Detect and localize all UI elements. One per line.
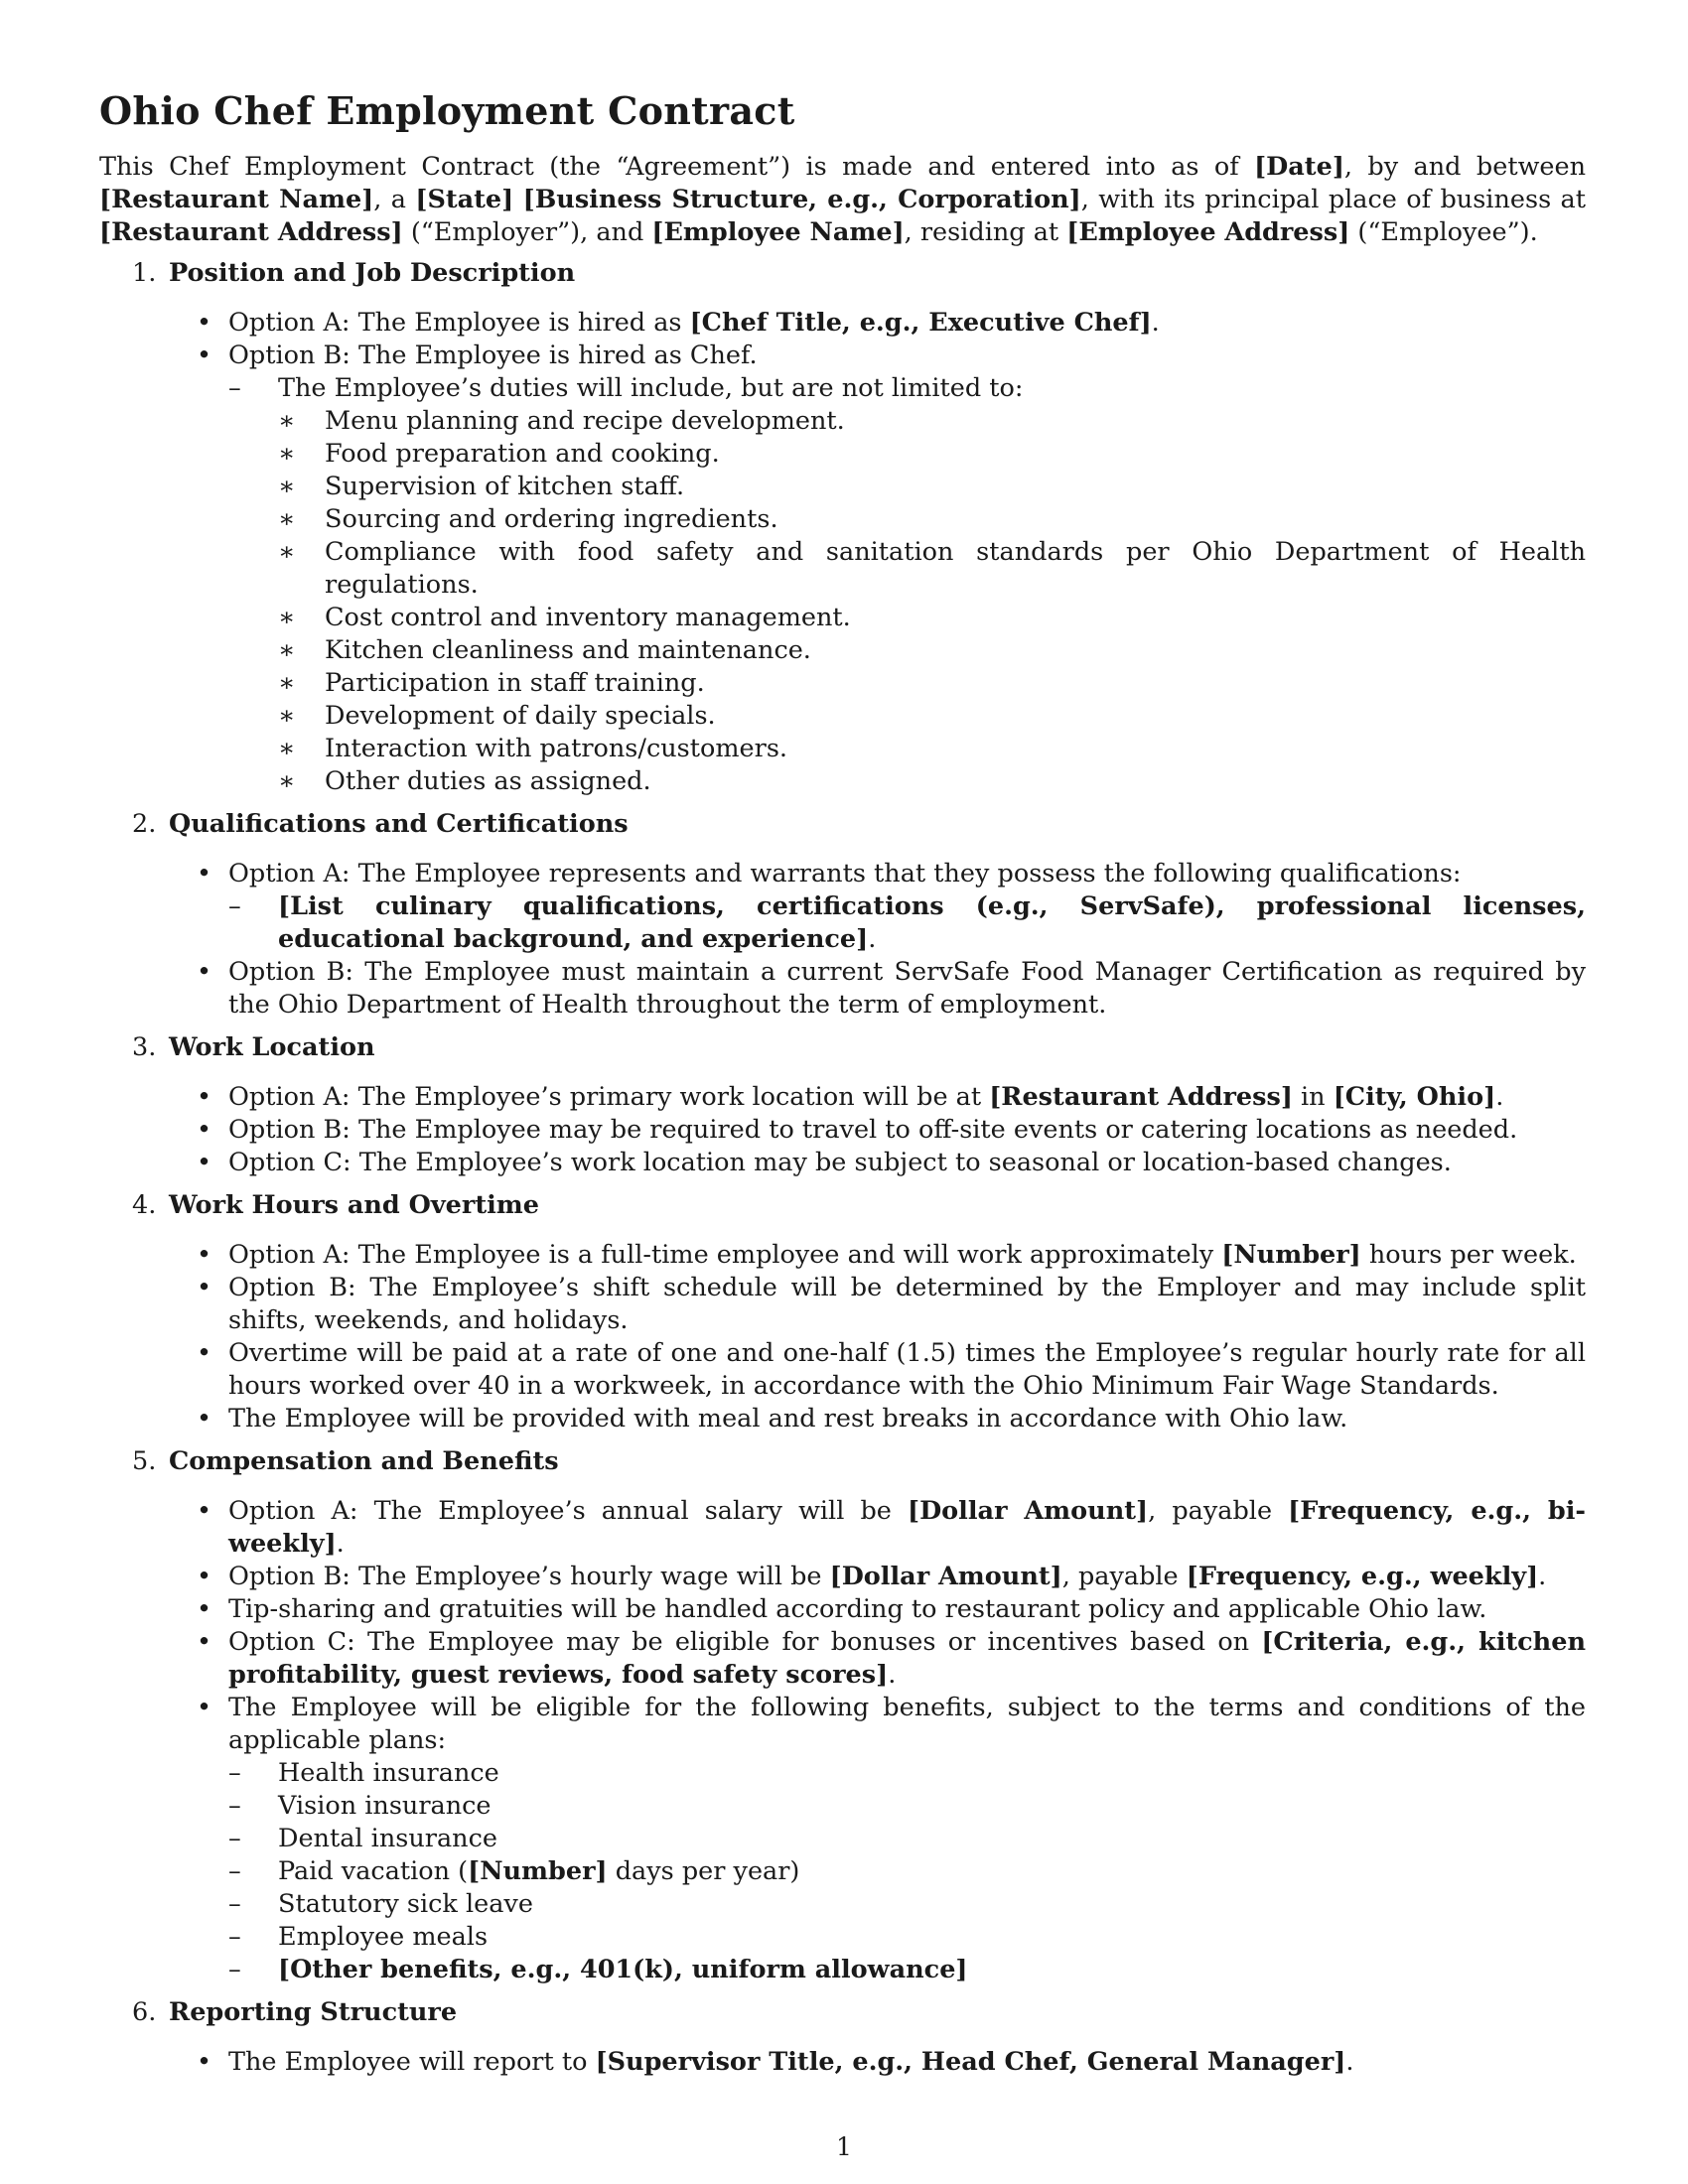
section-title: Work Hours and Overtime (169, 1190, 539, 1220)
list-item (99, 1692, 1586, 1986)
placeholder-field: [Employee Name] (651, 217, 905, 247)
bullet-marker: • (197, 1496, 212, 1526)
sub-list-item (228, 890, 1586, 956)
sub-list-item (228, 1757, 1586, 1790)
duty-list-item (278, 471, 1586, 503)
bullet-marker: – (228, 1758, 241, 1788)
text-run: days per year) (607, 1856, 800, 1886)
sub-list-item-text (278, 1791, 492, 1821)
text-run: hours per week. (1360, 1240, 1577, 1270)
section-number: 4. (132, 1190, 157, 1220)
bullet-marker: • (197, 1115, 212, 1145)
section-title: Position and Job Description (169, 258, 576, 288)
text-run: Option B: The Employee is hired as Chef. (228, 341, 758, 370)
text-run: . (336, 1529, 345, 1559)
placeholder-field: [Frequency, e.g., weekly] (1186, 1562, 1539, 1591)
bullet-marker: • (197, 1082, 212, 1112)
placeholder-field: [City, Ohio] (1333, 1082, 1496, 1112)
placeholder-field: [Criteria, e.g., kitchen profitability, guest reviews, food safety scores] (228, 1627, 1586, 1690)
list-item (99, 1561, 1586, 1593)
bullet-marker: • (197, 1562, 212, 1591)
bullet-marker: – (228, 891, 241, 921)
list-item (99, 1626, 1586, 1692)
text-run: Employee meals (278, 1922, 489, 1952)
text-run: The Employee will report to (228, 2047, 596, 2077)
list-item (99, 1147, 1586, 1179)
bullet-marker: • (197, 1693, 212, 1722)
bullet-marker: ∗ (278, 635, 296, 665)
text-run: Option A: The Employee represents and warrants that they possess the following qualifications: (228, 859, 1462, 888)
text-run: . (888, 1660, 897, 1690)
text-run (513, 185, 522, 214)
section-heading (99, 257, 1586, 290)
bullet-marker: – (228, 373, 241, 403)
list-item-text (228, 1627, 1586, 1690)
section-title: Work Location (169, 1032, 375, 1062)
contract-section (99, 808, 1586, 1022)
text-run: Option A: The Employee is a full-time employee and will work approximately (228, 1240, 1222, 1270)
duty-text: Food preparation and cooking. (325, 439, 720, 469)
sub-list-item (228, 1921, 1586, 1954)
section-number: 5. (132, 1446, 157, 1476)
list-item-text (228, 1273, 1586, 1335)
text-run: Paid vacation ( (278, 1856, 469, 1886)
bullet-marker: ∗ (278, 472, 296, 501)
text-run: . (1151, 308, 1160, 338)
placeholder-field: [Number] (1221, 1240, 1361, 1270)
sub-list-item-text (278, 1824, 497, 1853)
placeholder-field: [State] (415, 185, 514, 214)
sub-list-item-text (278, 1955, 968, 1984)
contract-sections (99, 257, 1586, 2079)
placeholder-field: [Chef Title, e.g., Executive Chef] (689, 308, 1152, 338)
list-item (99, 1495, 1586, 1561)
duty-list-item (278, 667, 1586, 700)
list-item (99, 1081, 1586, 1114)
list-item-text (228, 1496, 1586, 1559)
text-run: Option C: The Employee’s work location may be subject to seasonal or location-based changes. (228, 1148, 1452, 1177)
contract-section (99, 1996, 1586, 2079)
sub-list-item-text (278, 1856, 799, 1886)
text-run: Health insurance (278, 1758, 499, 1788)
duty-text: Interaction with patrons/customers. (325, 734, 788, 763)
contract-section (99, 1031, 1586, 1179)
bullet-marker: – (228, 1922, 241, 1952)
bullet-marker: – (228, 1955, 241, 1984)
text-run: Overtime will be paid at a rate of one and one-half (1.5) times the Employee’s regular hourly rate for all hours worked over 40 in a workweek, in accordance with the Ohio Minimum Fair Wage Standards. (228, 1338, 1586, 1401)
text-run: , residing at (904, 217, 1067, 247)
text-run: , with its principal place of business at (1080, 185, 1587, 214)
section-heading (99, 1996, 1586, 2029)
bullet-marker: – (228, 1824, 241, 1853)
placeholder-field: [Supervisor Title, e.g., Head Chef, General Manager] (595, 2047, 1346, 2077)
bullet-marker: • (197, 1273, 212, 1302)
contract-section (99, 1445, 1586, 1986)
bullet-marker: ∗ (278, 701, 296, 731)
sub-list-item (228, 372, 1586, 798)
text-run: , a (373, 185, 416, 214)
text-run: (“Employer”), and (402, 217, 652, 247)
list-item (99, 956, 1586, 1022)
duty-list-item (278, 634, 1586, 667)
bullet-marker: ∗ (278, 603, 296, 632)
bullet-marker: • (197, 957, 212, 987)
text-run: Dental insurance (278, 1824, 497, 1853)
text-run: Option A: The Employee is hired as (228, 308, 690, 338)
text-run: , payable (1061, 1562, 1187, 1591)
list-item-text (228, 2047, 1353, 2077)
sub-list-item (228, 1790, 1586, 1823)
sub-list-item-text (278, 1758, 499, 1788)
section-number: 3. (132, 1032, 157, 1062)
section-heading (99, 1189, 1586, 1222)
section-number: 1. (132, 258, 157, 288)
bullet-marker: • (197, 1404, 212, 1433)
placeholder-field: [Business Structure, e.g., Corporation] (522, 185, 1081, 214)
list-item-text (228, 308, 1160, 338)
text-run: , payable (1148, 1496, 1289, 1526)
sub-list-item (228, 1855, 1586, 1888)
text-run: (“Employee”). (1349, 217, 1538, 247)
sub-list-item-text (278, 1889, 533, 1919)
sub-list-item (228, 1823, 1586, 1855)
text-run: . (1345, 2047, 1354, 2077)
text-run: Vision insurance (278, 1791, 492, 1821)
list-item (99, 1239, 1586, 1272)
duty-text: Menu planning and recipe development. (325, 406, 845, 436)
placeholder-field: [Frequency, e.g., bi-weekly] (228, 1496, 1586, 1559)
placeholder-field: [Number] (468, 1856, 608, 1886)
duty-text: Development of daily specials. (325, 701, 716, 731)
duty-text: Cost control and inventory management. (325, 603, 851, 632)
duty-list-item (278, 733, 1586, 765)
section-title: Qualifications and Certifications (169, 809, 629, 839)
sub-list-item-text (278, 373, 1023, 403)
contract-section (99, 1189, 1586, 1435)
sub-list-item (228, 1888, 1586, 1921)
section-title: Compensation and Benefits (169, 1446, 559, 1476)
list-item (99, 2046, 1586, 2079)
duty-text: Other duties as assigned. (325, 766, 651, 796)
bullet-marker: • (197, 1148, 212, 1177)
list-item (99, 307, 1586, 340)
list-item (99, 1403, 1586, 1435)
list-item-text (228, 1338, 1586, 1401)
text-run: Option B: The Employee must maintain a current ServSafe Food Manager Certification as required by the Ohio Department of Health throughout the term of employment. (228, 957, 1586, 1020)
duty-list-item (278, 438, 1586, 471)
bullet-marker: • (197, 308, 212, 338)
bullet-marker: • (197, 341, 212, 370)
text-run: The Employee will be eligible for the following benefits, subject to the terms and conditions of the applicable plans: (228, 1693, 1586, 1755)
text-run: The Employee will be provided with meal and rest breaks in accordance with Ohio law. (228, 1404, 1348, 1433)
sub-list-item (228, 1954, 1586, 1986)
section-number: 6. (132, 1997, 157, 2027)
section-number: 2. (132, 809, 157, 839)
bullet-marker: – (228, 1856, 241, 1886)
text-run: Option B: The Employee’s hourly wage will be (228, 1562, 830, 1591)
duty-text: Participation in staff training. (325, 668, 705, 698)
text-run: Option C: The Employee may be eligible for bonuses or incentives based on (228, 1627, 1262, 1657)
document-title: Ohio Chef Employment Contract (99, 88, 795, 133)
duty-list-item (278, 765, 1586, 798)
text-run: . (868, 924, 877, 954)
text-run: . (1495, 1082, 1504, 1112)
bullet-marker: ∗ (278, 668, 296, 698)
list-item-text (228, 1240, 1577, 1270)
duty-list-item (278, 602, 1586, 634)
bullet-marker: – (228, 1889, 241, 1919)
list-item-text (228, 957, 1586, 1020)
intro-paragraph (99, 151, 1586, 249)
bullet-marker: • (197, 1627, 212, 1657)
list-item-text (228, 1082, 1503, 1112)
page-number: 1 (836, 2132, 852, 2161)
duty-list-item (278, 503, 1586, 536)
duty-list-item (278, 405, 1586, 438)
text-run: The Employee’s duties will include, but are not limited to: (278, 373, 1024, 403)
list-item (99, 1114, 1586, 1147)
placeholder-field: [Date] (1254, 152, 1344, 182)
bullet-marker: ∗ (278, 766, 296, 796)
bullet-marker: ∗ (278, 537, 296, 567)
text-run: Option A: The Employee’s annual salary will be (228, 1496, 908, 1526)
text-run: Tip-sharing and gratuities will be handled according to restaurant policy and applicable Ohio law. (228, 1594, 1487, 1624)
bullet-marker: • (197, 859, 212, 888)
list-item-text (228, 341, 758, 370)
text-run: Statutory sick leave (278, 1889, 533, 1919)
placeholder-field: [Dollar Amount] (908, 1496, 1149, 1526)
section-heading (99, 1031, 1586, 1064)
text-run: . (1538, 1562, 1547, 1591)
section-title: Reporting Structure (169, 1997, 458, 2027)
list-item (99, 858, 1586, 956)
list-item-text (228, 1594, 1486, 1624)
text-run: Option B: The Employee’s shift schedule will be determined by the Employer and may include split shifts, weekends, and holidays. (228, 1273, 1586, 1335)
duty-text: Sourcing and ordering ingredients. (325, 504, 778, 534)
sub-list-item-text (278, 891, 1586, 954)
list-item-text (228, 1693, 1586, 1755)
text-run: Option A: The Employee’s primary work location will be at (228, 1082, 990, 1112)
list-item-text (228, 1148, 1452, 1177)
bullet-marker: • (197, 2047, 212, 2077)
placeholder-field: [Restaurant Name] (99, 185, 374, 214)
document-page (99, 87, 1586, 2089)
duty-text: Compliance with food safety and sanitation standards per Ohio Department of Health regulations. (325, 537, 1586, 600)
list-item (99, 1593, 1586, 1626)
text-run: Option B: The Employee may be required to travel to off-site events or catering locations as needed. (228, 1115, 1518, 1145)
placeholder-field: [Restaurant Address] (99, 217, 403, 247)
duty-text: Kitchen cleanliness and maintenance. (325, 635, 811, 665)
list-item-text (228, 1404, 1347, 1433)
bullet-marker: ∗ (278, 504, 296, 534)
placeholder-field: [Restaurant Address] (989, 1082, 1293, 1112)
section-heading (99, 808, 1586, 841)
placeholder-field: [List culinary qualifications, certifications (e.g., ServSafe), professional licenses, educational background, and experience] (278, 891, 1586, 954)
duty-list-item (278, 700, 1586, 733)
sub-list-item-text (278, 1922, 488, 1952)
bullet-marker: • (197, 1594, 212, 1624)
section-heading (99, 1445, 1586, 1478)
text-run: This Chef Employment Contract (the “Agreement”) is made and entered into as of (99, 152, 1255, 182)
bullet-marker: • (197, 1338, 212, 1368)
bullet-marker: ∗ (278, 406, 296, 436)
placeholder-field: [Employee Address] (1066, 217, 1350, 247)
bullet-marker: – (228, 1791, 241, 1821)
list-item (99, 1272, 1586, 1337)
list-item-text (228, 859, 1462, 888)
text-run: in (1292, 1082, 1334, 1112)
list-item (99, 1337, 1586, 1403)
list-item-text (228, 1562, 1546, 1591)
text-run: , by and between (1343, 152, 1586, 182)
bullet-marker: ∗ (278, 734, 296, 763)
duty-list-item (278, 536, 1586, 602)
contract-section (99, 257, 1586, 798)
placeholder-field: [Other benefits, e.g., 401(k), uniform allowance] (278, 1955, 968, 1984)
list-item-text (228, 1115, 1517, 1145)
placeholder-field: [Dollar Amount] (829, 1562, 1062, 1591)
bullet-marker: ∗ (278, 439, 296, 469)
bullet-marker: • (197, 1240, 212, 1270)
duty-text: Supervision of kitchen staff. (325, 472, 685, 501)
list-item (99, 340, 1586, 798)
